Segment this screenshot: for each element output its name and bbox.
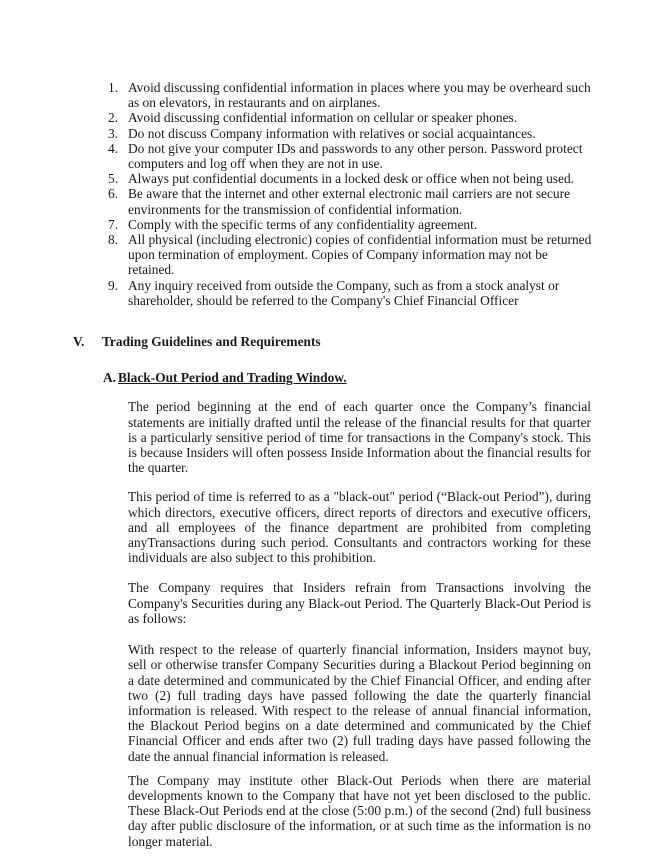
list-item-number: 7. xyxy=(108,216,119,232)
list-item-text: Avoid discussing confidential information on cellular or speaker phones. xyxy=(128,110,518,126)
list-item-text: All physical (including electronic) copies of confidential information must be returned upon termination of employment. Copies of Company information may not be retained. xyxy=(128,232,592,278)
paragraph: The period beginning at the end of each quarter once the Company’s financial statements are initially drafted until the release of the financial results for that quarter is a particularly sensitive period of time for transactions in the Company's stock. This is because Insiders will often possess Inside Information about the financial results for the quarter. xyxy=(128,399,591,476)
paragraph: With respect to the release of quarterly financial information, Insiders maynot buy, sell or otherwise transfer Company Securities during a Blackout Period beginning on a date determined and communicated by the Chief Financial Officer, and ending after two (2) full trading days have passed following the date the quarterly financial information is released. With respect to the release of annual financial information, the Blackout Period begins on a date determined and communicated by the Chief Financial Officer and ends after two (2) full trading days have passed following the date the annual financial information is released. xyxy=(128,642,591,764)
list-item-number: 6. xyxy=(108,186,119,202)
paragraph: The Company may institute other Black-Out Periods when there are material developments known to the Company that have not yet been disclosed to the public. These Black-Out Periods end at the close (5:00 p.m.) of the second (2nd) full business day after public disclosure of the information, or at such time as the information is no longer material. xyxy=(128,772,591,849)
list-item-number: 4. xyxy=(108,140,119,156)
list-item xyxy=(108,217,670,232)
list-item-number: 9. xyxy=(108,277,119,293)
list-item-text: Do not give your computer IDs and passwords to any other person. Password protect computers and log off when they are not in use. xyxy=(128,140,583,172)
subsection-title: Black-Out Period and Trading Window. xyxy=(118,370,347,386)
list-item-text: Be aware that the internet and other external electronic mail carriers are not secure environments for the transmission of confidential information. xyxy=(128,186,571,217)
section-heading xyxy=(73,334,670,349)
list-item xyxy=(108,186,670,216)
subsection-letter: A. xyxy=(103,370,117,386)
list-item-number: 8. xyxy=(108,232,119,248)
list-item-text: Do not discuss Company information with relatives or social acquaintances. xyxy=(128,125,536,141)
section-title: Trading Guidelines and Requirements xyxy=(102,334,321,350)
list-item-number: 1. xyxy=(108,80,119,95)
list-item xyxy=(108,278,670,308)
list-item-text: Comply with the specific terms of any confidentiality agreement. xyxy=(128,216,478,232)
list-item-text: Always put confidential documents in a locked desk or office when not being used. xyxy=(128,171,574,187)
list-item xyxy=(108,80,670,110)
list-item xyxy=(108,110,670,125)
list-item xyxy=(108,141,670,171)
numbered-list xyxy=(0,80,670,308)
list-item-number: 3. xyxy=(108,125,119,141)
list-item xyxy=(108,232,670,278)
list-item-text: Avoid discussing confidential information in places where you may be overheard such as on elevators, in restaurants and on airplanes. xyxy=(128,80,591,111)
paragraph: This period of time is referred to as a "black-out" period (“Black-out Period”), during which directors, executive officers, direct reports of directors and executive officers, and all employees of the finance department are prohibited from completing anyTransactions during such period. Consultants and contractors working for these individuals are also subject to this prohibition. xyxy=(128,489,591,566)
list-item xyxy=(108,171,670,186)
list-item-number: 5. xyxy=(108,171,119,187)
paragraph: The Company requires that Insiders refrain from Transactions involving the Company's Securities during any Black-out Period. The Quarterly Black-Out Period is as follows: xyxy=(128,580,591,626)
list-item-number: 2. xyxy=(108,110,119,126)
section-numeral: V. xyxy=(73,334,85,350)
subsection-heading xyxy=(103,370,670,385)
list-item-text: Any inquiry received from outside the Company, such as from a stock analyst or shareholder, should be referred to the Company's Chief Financial Officer xyxy=(128,277,560,308)
list-item xyxy=(108,126,670,141)
